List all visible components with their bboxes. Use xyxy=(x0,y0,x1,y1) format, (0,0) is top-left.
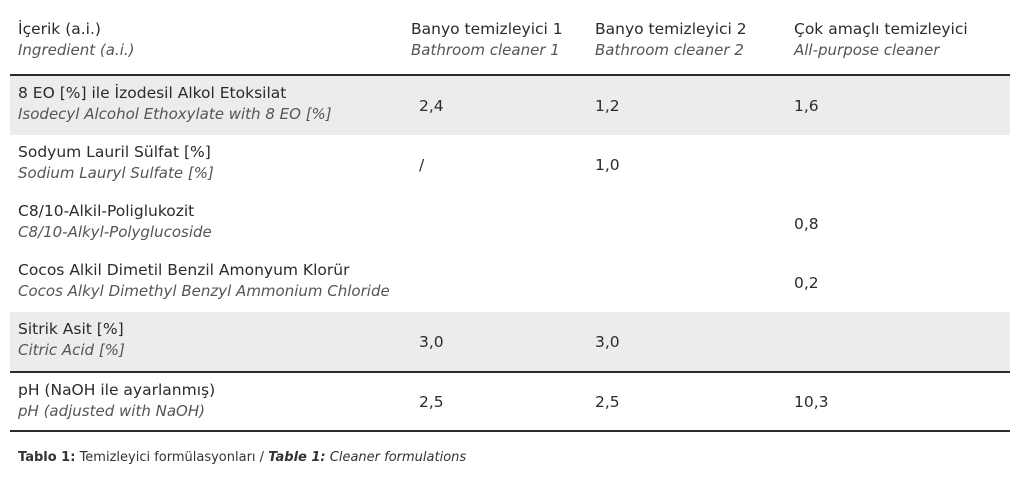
formulation-table xyxy=(10,9,1010,432)
ingredient-cell xyxy=(10,373,403,430)
value-cell xyxy=(786,194,1010,253)
value-cell xyxy=(587,135,786,194)
caption-separator: / xyxy=(255,450,269,465)
value-cell xyxy=(587,312,786,371)
value-cell xyxy=(786,312,1010,371)
ingredient-name-tr: Sodyum Lauril Sülfat [%] xyxy=(18,143,211,161)
caption-text-en: Cleaner formulations xyxy=(325,450,467,465)
value-cell xyxy=(403,312,587,371)
value-cell xyxy=(403,76,587,135)
header-label-en: All-purpose cleaner xyxy=(794,41,940,59)
header-cell-bathroom-cleaner-2 xyxy=(587,9,786,74)
value-text: 3,0 xyxy=(595,332,620,351)
ingredient-name-tr: C8/10-Alkil-Poliglukozit xyxy=(18,202,195,220)
table-row xyxy=(10,135,1010,194)
header-label-en: Ingredient (a.i.) xyxy=(18,41,135,59)
value-cell xyxy=(587,373,786,430)
header-label-tr: Çok amaçlı temizleyici xyxy=(794,20,968,38)
header-cell-all-purpose-cleaner xyxy=(786,9,1010,74)
value-cell xyxy=(403,194,587,253)
header-cell-bathroom-cleaner-1 xyxy=(403,9,587,74)
value-cell xyxy=(587,253,786,312)
value-text: 1,2 xyxy=(595,96,620,115)
value-text: 2,5 xyxy=(595,392,620,411)
header-label-en: Bathroom cleaner 1 xyxy=(411,41,560,59)
ingredient-cell xyxy=(10,253,403,312)
ingredient-name-tr: Sitrik Asit [%] xyxy=(18,320,124,338)
value-cell xyxy=(587,194,786,253)
value-cell xyxy=(403,135,587,194)
caption-label-en: Table 1: xyxy=(268,450,326,465)
ingredient-name-en: Isodecyl Alcohol Ethoxylate with 8 EO [%] xyxy=(18,105,332,123)
ingredient-name-en: Sodium Lauryl Sulfate [%] xyxy=(18,164,214,182)
table-row xyxy=(10,371,1010,432)
value-cell xyxy=(403,373,587,430)
value-cell xyxy=(786,253,1010,312)
ingredient-name-en: C8/10-Alkyl-Polyglucoside xyxy=(18,223,212,241)
value-cell xyxy=(587,76,786,135)
table-row xyxy=(10,76,1010,135)
table-header-row xyxy=(10,9,1010,76)
caption-label-tr: Tablo 1: xyxy=(18,450,76,465)
table-caption xyxy=(18,449,466,467)
value-text: 2,4 xyxy=(419,96,444,115)
table-row xyxy=(10,253,1010,312)
value-text: 2,5 xyxy=(419,392,444,411)
table-row xyxy=(10,312,1010,371)
header-label-tr: Banyo temizleyici 1 xyxy=(411,20,563,38)
ingredient-cell xyxy=(10,135,403,194)
value-text: 0,8 xyxy=(794,214,819,233)
ingredient-name-tr: pH (NaOH ile ayarlanmış) xyxy=(18,381,216,399)
ingredient-name-en: Citric Acid [%] xyxy=(18,341,125,359)
header-label-tr: İçerik (a.i.) xyxy=(18,20,101,38)
header-label-en: Bathroom cleaner 2 xyxy=(595,41,744,59)
value-text: 10,3 xyxy=(794,392,829,411)
value-text: 0,2 xyxy=(794,273,819,292)
value-text: / xyxy=(419,155,425,174)
ingredient-name-tr: 8 EO [%] ile İzodesil Alkol Etoksilat xyxy=(18,84,287,102)
value-text: 3,0 xyxy=(419,332,444,351)
header-cell-ingredient xyxy=(10,9,403,74)
ingredient-cell xyxy=(10,194,403,253)
header-label-tr: Banyo temizleyici 2 xyxy=(595,20,747,38)
value-text: 1,0 xyxy=(595,155,620,174)
value-cell xyxy=(403,253,587,312)
value-cell xyxy=(786,373,1010,430)
caption-text-tr: Temizleyici formülasyonları xyxy=(75,450,256,465)
ingredient-cell xyxy=(10,312,403,371)
value-text: 1,6 xyxy=(794,96,819,115)
ingredient-cell xyxy=(10,76,403,135)
ingredient-name-en: Cocos Alkyl Dimethyl Benzyl Ammonium Chloride xyxy=(18,282,390,300)
table-row xyxy=(10,194,1010,253)
ingredient-name-en: pH (adjusted with NaOH) xyxy=(18,402,205,420)
ingredient-name-tr: Cocos Alkil Dimetil Benzil Amonyum Klorür xyxy=(18,261,350,279)
value-cell xyxy=(786,76,1010,135)
value-cell xyxy=(786,135,1010,194)
